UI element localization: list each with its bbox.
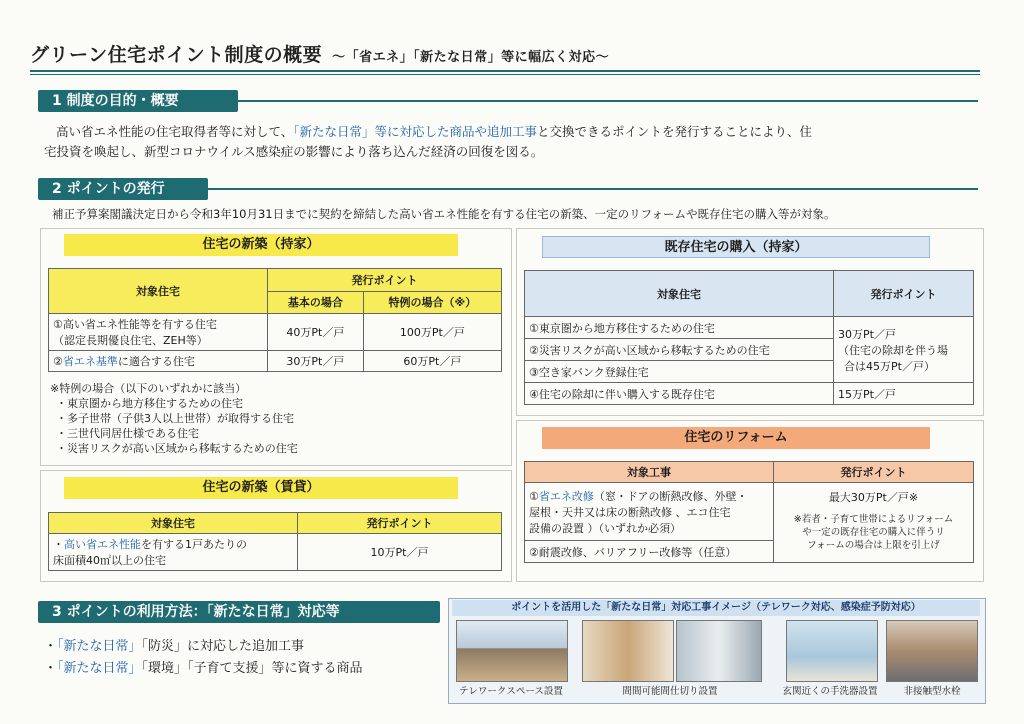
special-notes: ※特例の場合（以下のいずれかに該当） ・東京圏から地方移住するための住宅 ・多子世帯（子供3人以上世帯）が取得する住宅 ・三世代同居仕様である住宅 ・災害リスクが高い区域から移転するための住宅 — [50, 382, 298, 455]
section-1-heading: 1 制度の目的・概要 — [38, 90, 238, 112]
new-rent-table — [48, 512, 502, 571]
cell-special: 60万Pt／戸 — [363, 351, 501, 372]
image-banner: ポイントを活用した「新たな日常」対応工事イメージ（テレワーク対応、感染症予防対応） — [452, 600, 980, 616]
caption: 玄関近くの手洗器設置 — [782, 686, 878, 697]
h-target: 対象住宅 — [49, 513, 298, 534]
table-row: ①東京圏から地方移住するための住宅 — [525, 317, 834, 339]
h-points: 発行ポイント — [268, 269, 502, 292]
title-rule-thin — [30, 74, 980, 75]
h-target: 対象住宅 — [525, 271, 834, 317]
section-1-rule — [238, 100, 978, 102]
h-special: 特例の場合（※） — [363, 291, 501, 314]
cell-points: 最大30万Pt／戸※ ※若者・子育て世帯によるリフォーム や一定の既存住宅の購入に伴うリ フォームの場合は上限を引上げ — [774, 483, 974, 563]
section-2-heading: 2 ポイントの発行 — [38, 178, 208, 200]
h-target: 対象工事 — [525, 462, 774, 483]
new-own-table — [48, 268, 502, 372]
photo-handwash — [786, 620, 878, 682]
new-rent-label: 住宅の新築（賃貸） — [64, 477, 458, 499]
existing-label: 既存住宅の購入（持家） — [542, 236, 930, 258]
section-1-text: 高い省エネ性能の住宅取得者等に対して、「新たな日常」等に対応した商品や追加工事と交換できるポイントを発行することにより、住 宅投資を喚起し、新型コロナウイルス感染症の影響により落ち込んだ経済の回復を図る。 — [44, 124, 813, 159]
bullet-item: ・「新たな日常」「環境」「子育て支援」等に資する商品 — [44, 661, 363, 676]
table-row: ①高い省エネ性能等を有する住宅 （認定長期優良住宅、ZEH等） — [49, 314, 268, 351]
caption: テレワークスペース設置 — [459, 686, 563, 697]
photo-partition-1 — [582, 620, 674, 682]
cell-basic: 30万Pt／戸 — [268, 351, 364, 372]
bullet-item: ・「新たな日常」「防災」に対応した追加工事 — [44, 639, 305, 654]
usage-bullets — [44, 636, 363, 680]
new-own-label: 住宅の新築（持家） — [64, 234, 458, 256]
photo-faucet — [886, 620, 978, 682]
table-row: ①省エネ改修（窓・ドアの断熱改修、外壁・ 屋根・天井又は床の断熱改修 、エコ住宅 設備の設置 ）（いずれか必須） — [525, 483, 774, 541]
section-2-rule — [208, 188, 978, 190]
table-row: ②災害リスクが高い区域から移転するための住宅 — [525, 339, 834, 361]
table-row: ③空き家バンク登録住宅 — [525, 361, 834, 383]
cell-points: 15万Pt／戸 — [834, 383, 974, 405]
h-points: 発行ポイント — [834, 271, 974, 317]
reform-table — [524, 461, 974, 563]
cell-points: 30万Pt／戸 （住宅の除却を伴う場 合は45万Pt／戸） — [834, 317, 974, 383]
reform-label: 住宅のリフォーム — [542, 427, 930, 449]
photo-partition-2 — [676, 620, 762, 682]
title-rule — [30, 70, 980, 72]
photo-telework — [456, 620, 568, 682]
table-row: ②省エネ基準に適合する住宅 — [49, 351, 268, 372]
cell-basic: 40万Pt／戸 — [268, 314, 364, 351]
h-basic: 基本の場合 — [268, 291, 364, 314]
h-points: 発行ポイント — [774, 462, 974, 483]
title-subtitle: ～「省エネ」「新たな日常」等に幅広く対応～ — [332, 50, 610, 65]
table-row: ④住宅の除却に伴い購入する既存住宅 — [525, 383, 834, 405]
h-target: 対象住宅 — [49, 269, 268, 314]
table-row: ・高い省エネ性能を有する1戸あたりの 床面積40㎡以上の住宅 — [49, 534, 298, 571]
h-points: 発行ポイント — [298, 513, 502, 534]
caption: 非接触型水栓 — [903, 686, 961, 697]
cell-special: 100万Pt／戸 — [363, 314, 501, 351]
table-row: ②耐震改修、バリアフリー改修等（任意） — [525, 541, 774, 563]
section-3-heading: 3 ポイントの利用方法：「新たな日常」対応等 — [38, 601, 440, 623]
caption: 間間可能間仕切り設置 — [622, 686, 718, 697]
existing-table — [524, 270, 974, 405]
section-2-intro: 補正予算案閣議決定日から令和3年10月31日までに契約を締結した高い省エネ性能を有する住宅の新築、一定のリフォームや既存住宅の購入等が対象。 — [52, 207, 836, 221]
page-title — [30, 40, 609, 67]
cell-points: 10万Pt／戸 — [298, 534, 502, 571]
title-main: グリーン住宅ポイント制度の概要 — [30, 44, 323, 66]
